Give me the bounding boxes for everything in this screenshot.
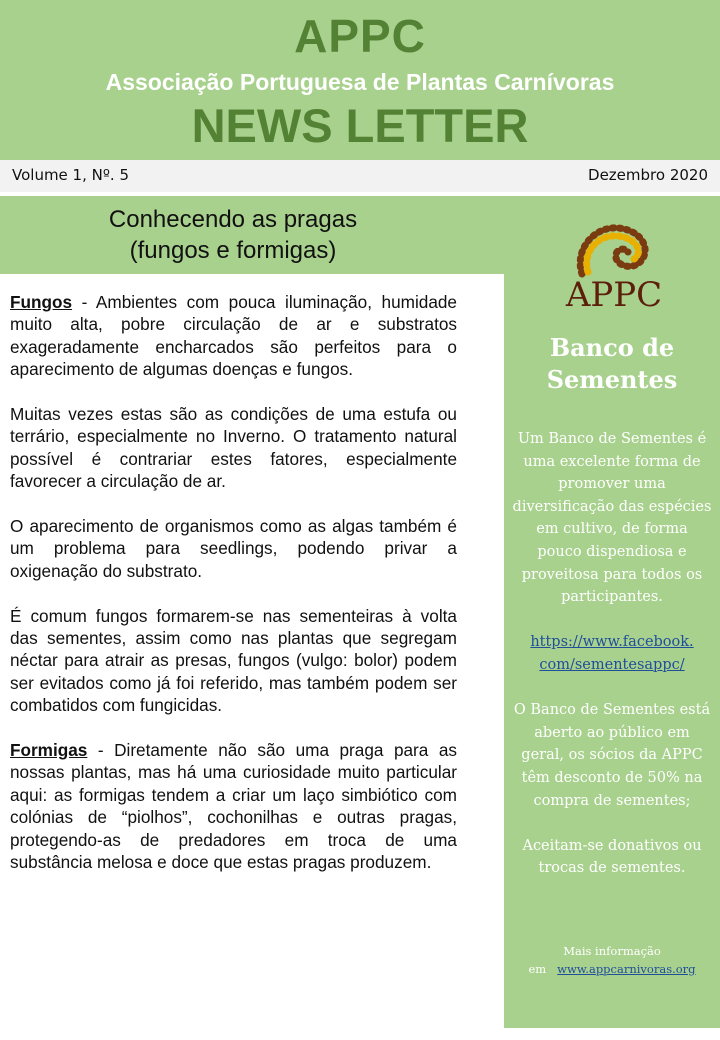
paragraph-algae: O aparecimento de organismos como as algas também é um problema para seedlings, podendo privar a oxigenação do substrato. bbox=[10, 516, 457, 581]
sidebar-title-line-1: Banco de bbox=[549, 333, 675, 362]
seed-bank-sidebar bbox=[504, 196, 720, 1028]
sidebar-paragraph-intro: Um Banco de Sementes é uma excelente forma de promover uma diversificação das espécies em cultivo, de forma pouco dispendiosa e proveitosa para todos os participantes. bbox=[512, 431, 712, 606]
paragraph-conditions: Muitas vezes estas são as condições de uma estufa ou terrário, especialmente no Inverno. O tratamento natural possível é contrariar estes fatores, especialmente favorecer a circulação de ar. bbox=[10, 404, 457, 492]
appc-logo bbox=[554, 216, 674, 316]
article-title-band bbox=[0, 196, 504, 274]
keyword-formigas: Formigas bbox=[10, 740, 88, 761]
association-name: Associação Portuguesa de Plantas Carnívoras bbox=[105, 69, 615, 95]
facebook-link[interactable] bbox=[512, 631, 712, 676]
sidebar-title-line-2: Sementes bbox=[546, 365, 678, 394]
article-title-line-2: (fungos e formigas) bbox=[129, 237, 337, 264]
logo-text: APPC bbox=[565, 275, 663, 315]
article-title-line-1: Conhecendo as pragas bbox=[108, 206, 358, 233]
more-info-label: Mais informação bbox=[563, 944, 661, 958]
sidebar-title bbox=[504, 332, 720, 396]
keyword-fungos: Fungos bbox=[10, 292, 73, 312]
facebook-link-line-2[interactable]: com/sementesappc/ bbox=[539, 656, 685, 673]
paragraph-fungos bbox=[10, 291, 457, 381]
sidebar-paragraph-open: O Banco de Sementes está aberto ao público em geral, os sócios da APPC têm desconto de 50% na compra de sementes; bbox=[513, 702, 711, 809]
sidebar-paragraph-donations: Aceitam-se donativos ou trocas de sementes. bbox=[522, 837, 702, 877]
newsletter-title: NEWS LETTER bbox=[191, 99, 529, 152]
website-link[interactable]: www.appcarnivoras.org bbox=[557, 962, 696, 976]
brand-title: APPC bbox=[294, 10, 426, 62]
volume-number: Volume 1, Nº. 5 bbox=[12, 166, 130, 184]
sidebar-text bbox=[512, 428, 712, 902]
paragraph-formigas bbox=[10, 739, 457, 873]
article-body bbox=[10, 291, 457, 896]
more-info-prefix: em bbox=[528, 962, 547, 976]
facebook-link-line-1[interactable]: https://www.facebook. bbox=[530, 634, 694, 651]
paragraph-formigas-text: - Diretamente não são uma praga para as nossas plantas, mas há uma curiosidade muito particular aqui: as formigas tendem a criar um laço simbiótico com colónias de “piolhos”, cochonilhas e outras pragas, protegendo-as de predadores em troca de uma substância melosa e doce que estas pragas produzem. bbox=[10, 740, 457, 873]
more-info bbox=[504, 942, 720, 978]
issue-info-bar bbox=[0, 160, 720, 192]
article-title bbox=[0, 204, 466, 266]
issue-date: Dezembro 2020 bbox=[588, 166, 708, 184]
paragraph-fungos-text: - Ambientes com pouca iluminação, humidade muito alta, pobre circulação de ar e substratos exageradamente encharcados são perfeitos para o aparecimento de algumas doenças e fungos. bbox=[10, 292, 457, 380]
masthead bbox=[0, 0, 720, 160]
paragraph-seedbeds: É comum fungos formarem-se nas sementeiras à volta das sementes, assim como nas plantas que segregam néctar para atrair as presas, fungos (vulgo: bolor) podem ser evitados como já foi referido, mas também podem ser combatidos com fungicidas. bbox=[10, 605, 457, 716]
